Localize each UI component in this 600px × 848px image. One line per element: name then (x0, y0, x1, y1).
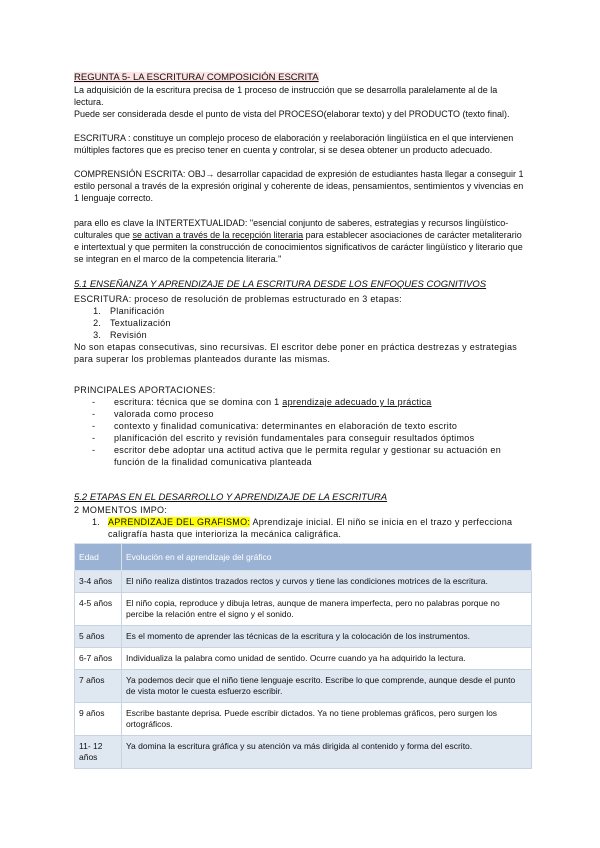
cell-age: 9 años (75, 703, 122, 736)
cell-description: Ya podemos decir que el niño tiene lenguaje escrito. Escribe lo que comprende, aunque desde el punto de vista motor le cuesta esfuerzo escribir. (122, 670, 532, 703)
cell-age: 5 años (75, 626, 122, 648)
grafismo-text: Aprendizaje inicial. El niño se inicia en el trazo y perfecciona caligrafía hasta que interioriza la mecánica caligráfica. (108, 517, 513, 539)
table-row (75, 703, 532, 736)
table-row (75, 593, 532, 626)
cell-description: Es el momento de aprender las técnicas de la escritura y la colocación de los instrumentos. (122, 626, 532, 648)
aportacion-item: - escritor debe adoptar una actitud activa que le permita regular y gestionar su actuación en función de la finalidad comunicativa planteada (114, 444, 526, 468)
grafismo-table (74, 543, 532, 769)
intro-line-2: Puede ser considerada desde el punto de vista del PROCESO(elaborar texto) y del PRODUCTO (texto final). (74, 109, 510, 119)
intertext-after: para establecer asociaciones de carácter metaliterario e intertextual y que permiten la construcción de conocimientos significativos de carácter lingüístico y literario que se integran en el marco de la competencia literaria." (74, 230, 523, 264)
page-title: REGUNTA 5- LA ESCRITURA/ COMPOSICIÓN ESCRITA (74, 72, 319, 83)
cell-description: El niño copia, reproduce y dibuja letras, aunque de manera imperfecta, pero no palabras porque no percibe la relación entre el signo y el sonido. (122, 593, 532, 626)
grafismo-number: 1. (92, 517, 101, 527)
moments-label: 2 MOMENTOS IMPO: (74, 505, 168, 515)
stage-item: 3. Revisión (104, 329, 526, 341)
section-title-5-1: 5.1 ENSEÑANZA Y APRENDIZAJE DE LA ESCRITURA DESDE LOS ENFOQUES COGNITIVOS (74, 279, 487, 290)
cell-description: Individualiza la palabra como unidad de sentido. Ocurre cuando ya ha adquirido la lectura. (122, 648, 532, 670)
aportaciones-list (74, 396, 526, 468)
table-header-row (75, 544, 532, 571)
aportacion-item: - planificación del escrito y revisión fundamentales para conseguir resultados óptimos (114, 432, 526, 444)
aportacion-text: escritura: técnica que se domina con 1 (114, 397, 283, 407)
comprension-paragraph: COMPRENSIÓN ESCRITA: OBJ→ desarrollar capacidad de expresión de estudiantes hasta llegar a conseguir 1 estilo personal a través de la expresión original y coherente de ideas, pensamientos, sentimientos y vivencias en 1 lenguaje correcto. (74, 169, 524, 203)
table-row (75, 670, 532, 703)
table-row (75, 648, 532, 670)
table-row (75, 736, 532, 769)
section-5-1-body (74, 293, 526, 365)
intertextualidad-paragraph (74, 217, 526, 265)
grafismo-item (74, 516, 526, 540)
intertext-underlined: se activan a través de la recepción literaria (132, 230, 304, 240)
cell-age: 6-7 años (75, 648, 122, 670)
cell-age: 4-5 años (75, 593, 122, 626)
aportacion-underlined: aprendizaje adecuado y la práctica (282, 397, 432, 407)
section-5-2-body (74, 504, 526, 540)
cell-age: 11- 12 años (75, 736, 122, 769)
section-title-5-2: 5.2 ETAPAS EN EL DESARROLLO Y APRENDIZAJE DE LA ESCRITURA (74, 492, 388, 503)
cell-description: Ya domina la escritura gráfica y su atención va más dirigida al contenido y forma del escrito. (122, 736, 532, 769)
intro-paragraph (74, 84, 526, 120)
escritura-definition: ESCRITURA : constituye un complejo proceso de elaboración y reelaboración lingüística en el que intervienen múltiples factores que es preciso tener en cuenta y controlar, si se desea obtener un producto adecuado. (74, 133, 514, 155)
aportacion-item: - valorada como proceso (114, 408, 526, 420)
section-5-1-note: No son etapas consecutivas, sino recursivas. El escritor debe poner en práctica destrezas y estrategias para superar los problemas planteados durante las mismas. (74, 342, 518, 364)
stages-list (74, 305, 526, 341)
header-edad: Edad (75, 544, 122, 571)
aportaciones-heading: PRINCIPALES APORTACIONES: (74, 385, 216, 395)
section-5-1-lead: ESCRITURA: proceso de resolución de problemas estructurado en 3 etapas: (74, 294, 402, 304)
stage-item: 1. Planificación (104, 305, 526, 317)
grafismo-highlight: APRENDIZAJE DEL GRAFISMO: (108, 517, 251, 527)
aportacion-item: - contexto y finalidad comunicativa: determinantes en elaboración de texto escrito (114, 420, 526, 432)
intertext-before: para ello es clave la INTERTEXTUALIDAD: "esencial conjunto de saberes, estrategias y recursos lingüístico-culturales que (74, 218, 509, 240)
header-evolucion: Evolución en el aprendizaje del gráfico (122, 544, 532, 571)
stage-item: 2. Textualización (104, 317, 526, 329)
table-row (75, 571, 532, 593)
cell-age: 7 años (75, 670, 122, 703)
table-row (75, 626, 532, 648)
aportacion-item (114, 396, 526, 408)
cell-age: 3-4 años (75, 571, 122, 593)
cell-description: El niño realiza distintos trazados rectos y curvos y tiene las condiciones motrices de la escritura. (122, 571, 532, 593)
cell-description: Escribe bastante deprisa. Puede escribir dictados. Ya no tiene problemas gráficos, pero surgen los ortográficos. (122, 703, 532, 736)
intro-line-1: La adquisición de la escritura precisa de 1 proceso de instrucción que se desarrolla paralelamente al de la lectura. (74, 85, 498, 107)
aportaciones-block (74, 384, 526, 468)
